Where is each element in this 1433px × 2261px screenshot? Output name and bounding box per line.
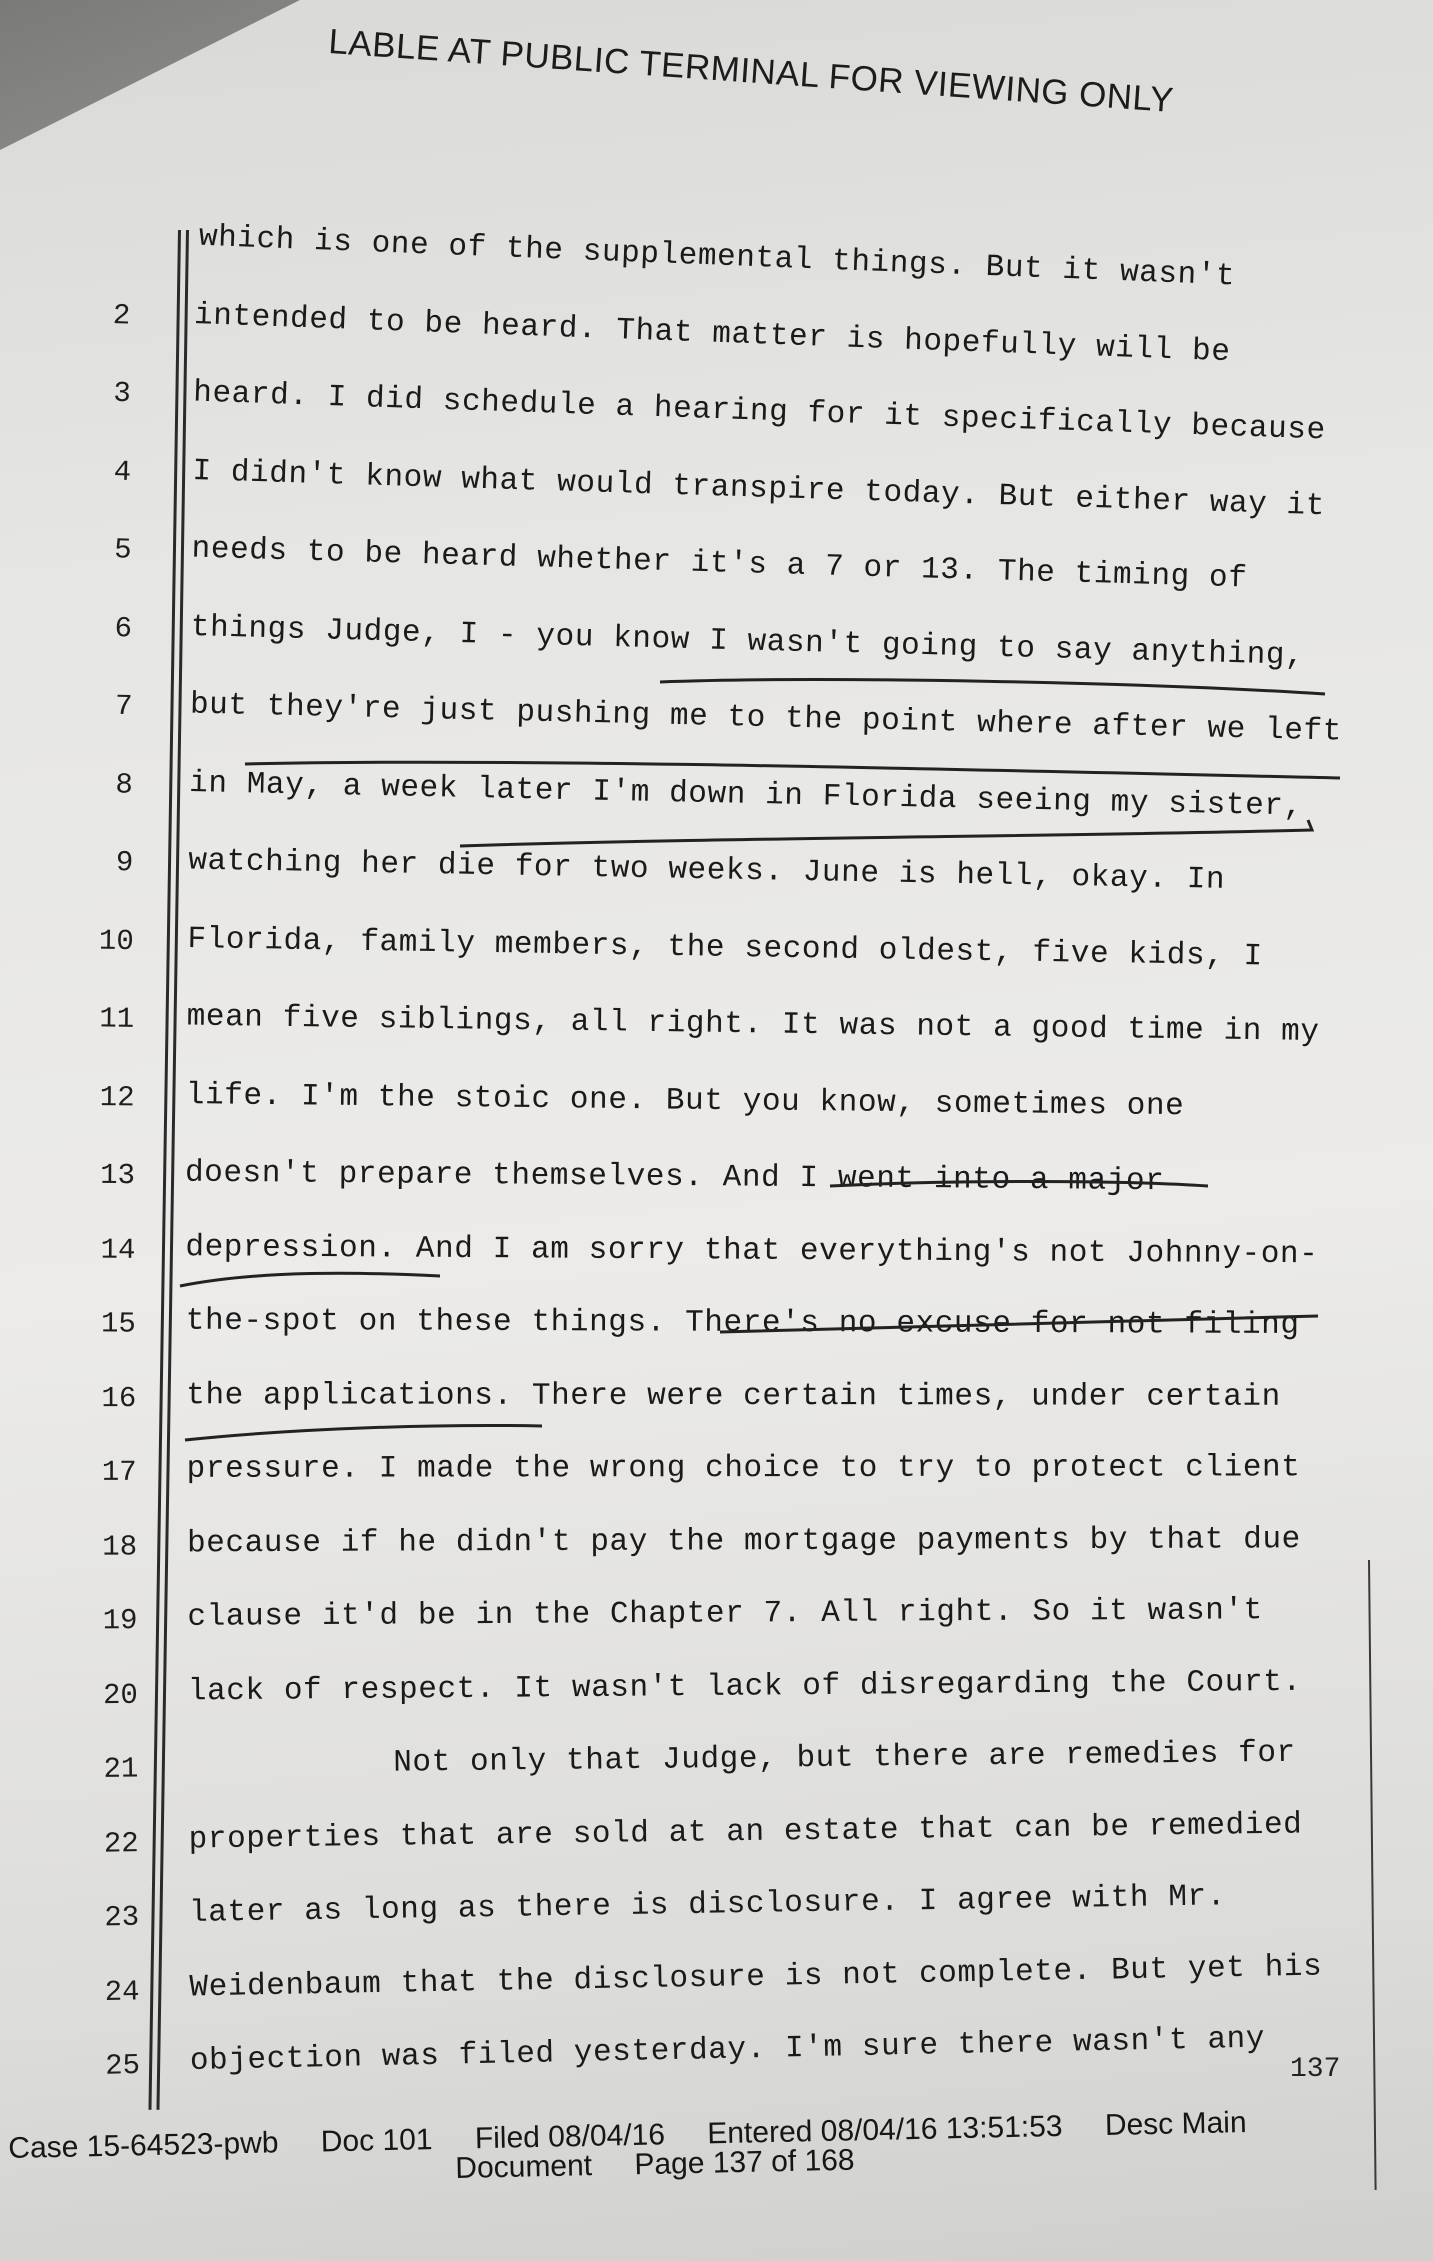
case-number: Case 15-64523-pwb [8,2126,279,2165]
line-text: objection was filed yesterday. I'm sure there wasn't any [189,2021,1266,2080]
line-text: depression. And I am sorry that everything's not Johnny-on- [185,1229,1319,1272]
line-text: needs to be heard whether it's a 7 or 13. The timing of [191,531,1248,597]
doc-number: Doc 101 [320,2123,433,2159]
line-text: properties that are sold at an estate that can be remedied [188,1806,1303,1857]
underline-line-8 [460,820,1312,846]
line-number: 12 [99,1080,135,1115]
line-text: doesn't prepare themselves. And I went into a major [184,1155,1165,1200]
document-label: Document [455,2149,593,2185]
line-text: the applications. There were certain times, under certain [186,1377,1281,1415]
line-text: the-spot on these things. There's no excuse for not filing [185,1303,1300,1343]
line-text: Weidenbaum that the disclosure is not complete. But yet his [189,1949,1323,2005]
line-text: things Judge, I - you know I wasn't going to say anything, [190,609,1305,674]
line-text: later as long as there is disclosure. I agree with Mr. [188,1879,1227,1931]
line-number: 19 [102,1604,138,1638]
line-number: 5 [113,533,133,567]
line-text: intended to be heard. That matter is hopefully will be [193,297,1232,370]
line-text: mean five siblings, all right. It was not a good time in my [186,999,1320,1050]
underline-line-15 [720,1316,1318,1332]
line-number: 22 [103,1826,139,1861]
line-text: Florida, family members, the second oldest, five kids, I [187,921,1264,974]
line-text: which is one of the supplemental things. But it wasn't [198,219,1236,295]
desc-label: Desc Main [1104,2106,1247,2143]
line-number: 17 [101,1455,137,1489]
line-number: 16 [101,1381,137,1415]
underline-line-7 [245,762,1340,778]
line-number: 25 [104,2049,141,2083]
line-number: 4 [113,455,132,489]
page-header-banner: LABLE AT PUBLIC TERMINAL FOR VIEWING ONLY [327,22,1176,120]
line-text: heard. I did schedule a hearing for it specifically because [192,375,1327,449]
line-number: 24 [104,1974,140,2009]
line-text: clause it'd be in the Chapter 7. All right. So it wasn't [187,1593,1263,1635]
line-number: 21 [103,1752,139,1786]
underline-line-14 [180,1273,440,1286]
line-number: 2 [112,298,131,333]
line-number: 8 [115,767,134,802]
line-number: 11 [99,1002,135,1036]
filed-date: Filed 08/04/16 [474,2118,666,2156]
line-number: 7 [114,689,133,724]
underline-line-6 [660,680,1325,694]
entered-date: Entered 08/04/16 13:51:53 [706,2109,1063,2151]
line-text: because if he didn't pay the mortgage payments by that due [187,1521,1301,1561]
line-number: 9 [115,846,134,880]
line-number: 15 [100,1307,136,1341]
line-text: I didn't know what would transpire today. But either way it [191,453,1326,524]
line-text: lack of respect. It wasn't lack of disregarding the Court. [187,1664,1302,1709]
line-text: pressure. I made the wrong choice to try to protect client [186,1450,1301,1487]
page-count: Page 137 of 168 [634,2143,855,2182]
line-text: Not only that Judge, but there are remedies for [393,1735,1296,1781]
line-number: 20 [102,1678,139,1712]
line-number: 14 [100,1233,136,1267]
underline-line-16 [185,1426,542,1440]
line-number: 10 [98,924,134,958]
line-text: but they're just pushing me to the point where after we left [189,687,1343,750]
line-number: 23 [104,1900,140,1935]
underline-line-13 [830,1182,1208,1187]
line-text: in May, a week later I'm down in Florida seeing my sister, [188,765,1304,825]
transcript-page-number: 137 [1290,2054,1341,2085]
line-number: 3 [112,376,132,411]
line-number: 18 [102,1529,138,1564]
line-number: 6 [114,611,133,645]
line-number: 13 [100,1158,136,1193]
line-text: watching her die for two weeks. June is hell, okay. In [188,843,1226,898]
line-text: life. I'm the stoic one. But you know, sometimes one [185,1077,1185,1124]
